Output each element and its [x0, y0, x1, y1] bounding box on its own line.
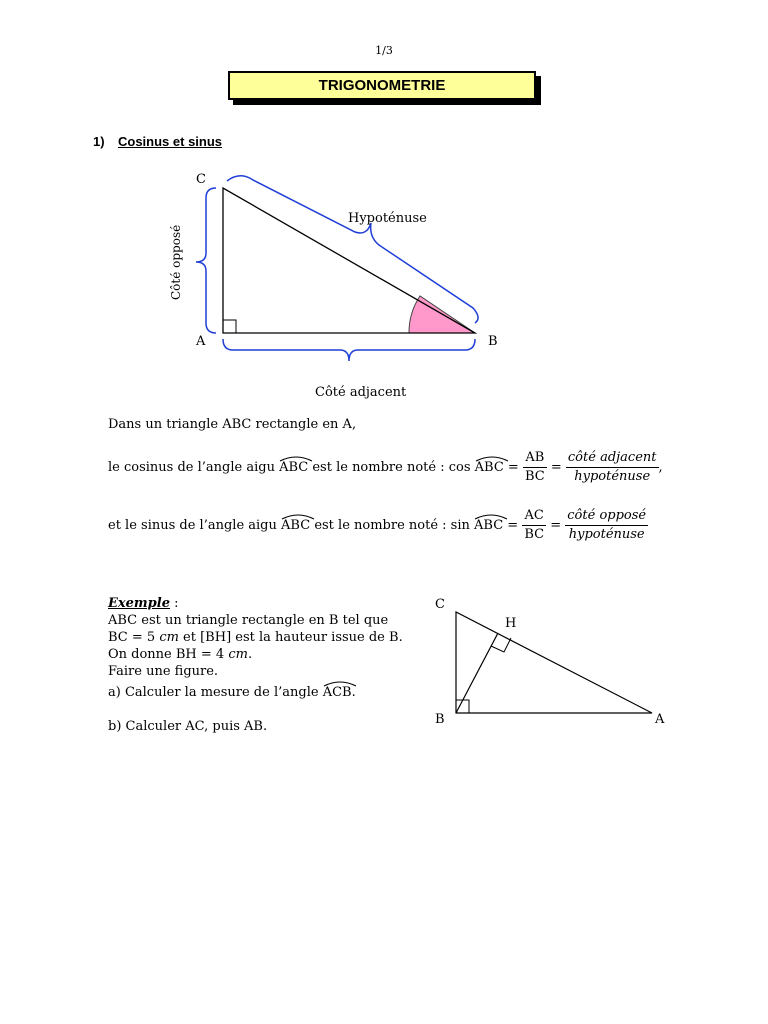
vertex-a-example: A [655, 712, 665, 727]
figure-example-triangle [425, 592, 685, 742]
section-heading [93, 134, 222, 149]
vertex-b-example: B [435, 712, 445, 727]
sin-angle [281, 518, 310, 533]
cos-angle-2 [475, 460, 504, 475]
section-label: Cosinus et sinus [118, 134, 223, 149]
cosine-definition [108, 449, 663, 486]
sin-words-num: côté opposé [565, 507, 648, 526]
cos-ratio-den: BC [524, 469, 545, 484]
sin-middle: est le nombre noté : sin [314, 518, 470, 533]
example-heading [108, 596, 179, 611]
vertex-a-label: A [196, 334, 206, 349]
sin-angle-text: ABC [281, 518, 311, 533]
example-question-b: b) Calculer AC, puis AB. [108, 719, 268, 734]
cos-end: , [658, 460, 663, 475]
sin-prefix: et le sinus de l’angle aigu [108, 518, 277, 533]
cos-angle-2-text: ABC [474, 460, 504, 475]
right-angle-marker [223, 320, 236, 333]
example-line-3 [108, 647, 252, 662]
sin-eq-2: = [550, 518, 562, 533]
example-line-2-a: BC = 5 [108, 630, 160, 645]
triangle-abc [223, 188, 475, 333]
cos-angle [279, 460, 308, 475]
opposite-label: Côté opposé [169, 224, 183, 300]
cos-words-num: côté adjacent [566, 449, 659, 468]
sine-definition [108, 507, 648, 544]
cos-words-den: hypoténuse [574, 469, 651, 484]
opposite-brace [196, 188, 216, 333]
vertex-b-label: B [488, 334, 498, 349]
altitude-bh [456, 633, 498, 713]
sin-eq: = [507, 518, 519, 533]
cos-eq-2: = [550, 460, 562, 475]
cos-middle: est le nombre noté : cos [312, 460, 471, 475]
definition-intro: Dans un triangle ABC rectangle en A, [108, 417, 357, 432]
hypotenuse-label: Hypoténuse [348, 211, 427, 226]
vertex-c-label: C [196, 172, 206, 187]
question-a-end: . [351, 685, 356, 700]
cos-angle-text: ABC [279, 460, 309, 475]
hypotenuse-brace [227, 176, 478, 323]
example-line-3-unit: cm [228, 647, 248, 662]
cos-prefix: le cosinus de l’angle aigu [108, 460, 275, 475]
example-line-2-unit: cm [159, 630, 179, 645]
right-angle-b [456, 700, 469, 713]
page-number: 1/3 [375, 44, 393, 57]
example-line-2-b: et [BH] est la hauteur issue de B. [178, 630, 403, 645]
page-title: TRIGONOMETRIE [228, 71, 536, 100]
example-line-1: ABC est un triangle rectangle en B tel que [108, 613, 389, 628]
sin-angle-2 [474, 518, 503, 533]
question-a-prefix: a) Calculer la mesure de l’angle [108, 685, 319, 700]
sin-ratio-fraction [522, 507, 546, 544]
cos-eq: = [507, 460, 519, 475]
adjacent-label: Côté adjacent [315, 385, 407, 400]
sin-ratio-num: AC [522, 507, 546, 526]
figure-right-triangle [150, 165, 510, 405]
example-heading-text: Exemple [108, 596, 170, 611]
vertex-c-example: C [435, 597, 445, 612]
sin-ratio-den: BC [524, 527, 545, 542]
question-a-angle-text: ACB [322, 685, 352, 700]
sin-angle-2-text: ABC [474, 518, 504, 533]
cos-ratio-num: AB [523, 449, 547, 468]
example-line-3-b: . [247, 647, 253, 662]
example-heading-colon: : [170, 596, 179, 611]
vertex-h-example: H [505, 616, 517, 631]
triangle-abc-example [456, 612, 652, 713]
example-line-4: Faire une figure. [108, 664, 219, 679]
example-line-2 [108, 630, 403, 645]
cos-ratio-fraction [523, 449, 547, 486]
example-question-a [108, 685, 356, 700]
sin-words-den: hypoténuse [568, 527, 645, 542]
cos-words-fraction [566, 449, 659, 486]
example-line-3-a: On donne BH = 4 [108, 647, 229, 662]
section-number: 1) [93, 134, 105, 149]
question-a-angle [323, 685, 352, 700]
sin-words-fraction [565, 507, 648, 544]
adjacent-brace [223, 339, 475, 361]
